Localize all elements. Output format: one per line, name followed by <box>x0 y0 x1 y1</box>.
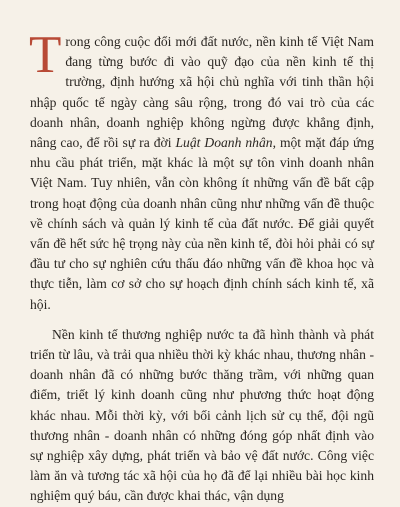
paragraph-1-text-start: rong công cuộc đổi mới đất nước, nền kinh tế Việt Nam đang từng bước đi vào quỹ đạo của nền kinh tế thị trường, định hướng xã hội chủ nghĩa với tinh thần hội nhập quốc tế ngày càng sâu rộng, trong đó vai trò của các doanh nhân, doanh nghiệp không ngừng được khẳng định, nâng cao, để rồi sự ra đời <box>30 34 374 151</box>
paragraph-2: Nền kinh tế thương nghiệp nước ta đã hình thành và phát triển từ lâu, và trải qua nhiều thời kỳ khác nhau, thương nhân - doanh nhân đã có những bước thăng trầm, với những quan điểm, triết lý kinh doanh cũng như phương thức hoạt động khác nhau. Mỗi thời kỳ, với bối cảnh lịch sử cụ thể, đội ngũ thương nhân - doanh nhân có những đóng góp nhất định vào sự nghiệp xây dựng, phát triển và bảo vệ đất nước. Công việc làm ăn và tương tác xã hội của họ đã để lại nhiều bài học kinh nghiệm quý báu, cần được khai thác, vận dụng <box>30 326 374 504</box>
paragraph-1-text-end: , một mặt đáp ứng nhu cầu phát triển, mặt khác là một sự tôn vinh doanh nhân Việt Nam. Tuy nhiên, vẫn còn không ít những vấn đề bất cập trong hoạt động của doanh nhân cũng như những vấn đề thuộc về chính sách và quản lý kinh tế của đất nước. Để giải quyết vấn đề hết sức hệ trọng này của nền kinh tế, đòi hỏi phải có sự đầu tư cho sự nghiên cứu thấu đáo những vấn đề khoa học và thực tiễn, làm cơ sở cho sự hoạch định chính sách kinh tế, xã hội. <box>30 135 375 312</box>
paragraph-1 <box>29 26 375 315</box>
body-text <box>29 26 375 507</box>
law-title-italic: Luật Doanh nhân <box>175 135 273 151</box>
drop-cap: T <box>29 26 62 84</box>
